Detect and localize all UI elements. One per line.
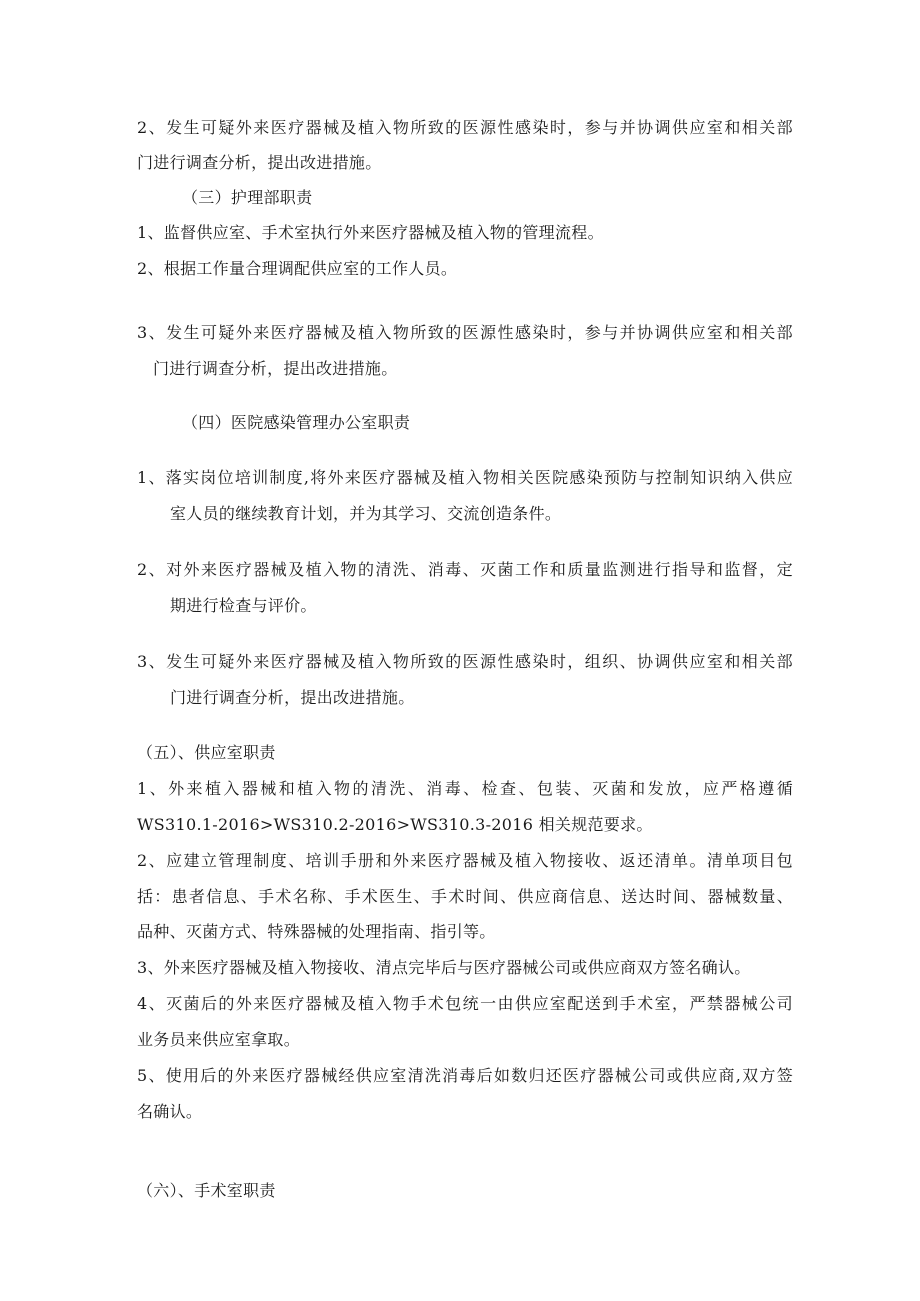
list-item: 2、应建立管理制度、培训手册和外来医疗器械及植入物接收、返还清单。清单项目包 — [137, 851, 793, 870]
paragraph-line: 门进行调查分析，提出改进措施。 — [137, 153, 382, 172]
list-item: 3、发生可疑外来医疗器械及植入物所致的医源性感染时，组织、协调供应室和相关部 — [137, 652, 793, 671]
section-heading-3: （三）护理部职责 — [182, 188, 313, 207]
section-heading-4: （四）医院感染管理办公室职责 — [182, 413, 411, 432]
section-heading-6: （六）、手术室职责 — [137, 1181, 276, 1200]
list-item-continuation: WS310.1-2016>WS310.2-2016>WS310.3-2016 相关规范要求。 — [137, 815, 653, 834]
list-item-continuation: 品种、灭菌方式、特殊器械的处理指南、指引等。 — [137, 922, 496, 941]
list-item-continuation: 门进行调查分析，提出改进措施。 — [153, 359, 398, 378]
list-item: 3、外来医疗器械及植入物接收、清点完毕后与医疗器械公司或供应商双方签名确认。 — [137, 958, 751, 977]
paragraph-line: 2、发生可疑外来医疗器械及植入物所致的医源性感染时，参与并协调供应室和相关部 — [137, 118, 793, 137]
list-item: 3、发生可疑外来医疗器械及植入物所致的医源性感染时，参与并协调供应室和相关部 — [137, 323, 793, 342]
list-item: 2、对外来医疗器械及植入物的清洗、消毒、灭菌工作和质量监测进行指导和监督，定 — [137, 560, 793, 579]
list-item: 5、使用后的外来医疗器械经供应室清洗消毒后如数归还医疗器械公司或供应商,双方签 — [137, 1066, 793, 1085]
list-item: 4、灭菌后的外来医疗器械及植入物手术包统一由供应室配送到手术室，严禁器械公司 — [137, 994, 793, 1013]
list-item-continuation: 期进行检查与评价。 — [170, 596, 317, 615]
list-item-continuation: 名确认。 — [137, 1102, 203, 1121]
list-item: 1、落实岗位培训制度,将外来医疗器械及植入物相关医院感染预防与控制知识纳入供应 — [137, 468, 793, 487]
list-item-continuation: 业务员来供应室拿取。 — [137, 1030, 301, 1049]
list-item: 1、外来植入器械和植入物的清洗、消毒、检查、包装、灭菌和发放，应严格遵循 — [137, 779, 793, 798]
list-item: 2、根据工作量合理调配供应室的工作人员。 — [137, 259, 458, 278]
list-item-continuation: 括：患者信息、手术名称、手术医生、手术时间、供应商信息、送达时间、器械数量、 — [137, 887, 793, 906]
section-heading-5: （五）、供应室职责 — [137, 743, 276, 762]
list-item-continuation: 门进行调查分析，提出改进措施。 — [170, 688, 415, 707]
list-item-continuation: 室人员的继续教育计划，并为其学习、交流创造条件。 — [170, 504, 562, 523]
list-item: 1、监督供应室、手术室执行外来医疗器械及植入物的管理流程。 — [137, 223, 604, 242]
